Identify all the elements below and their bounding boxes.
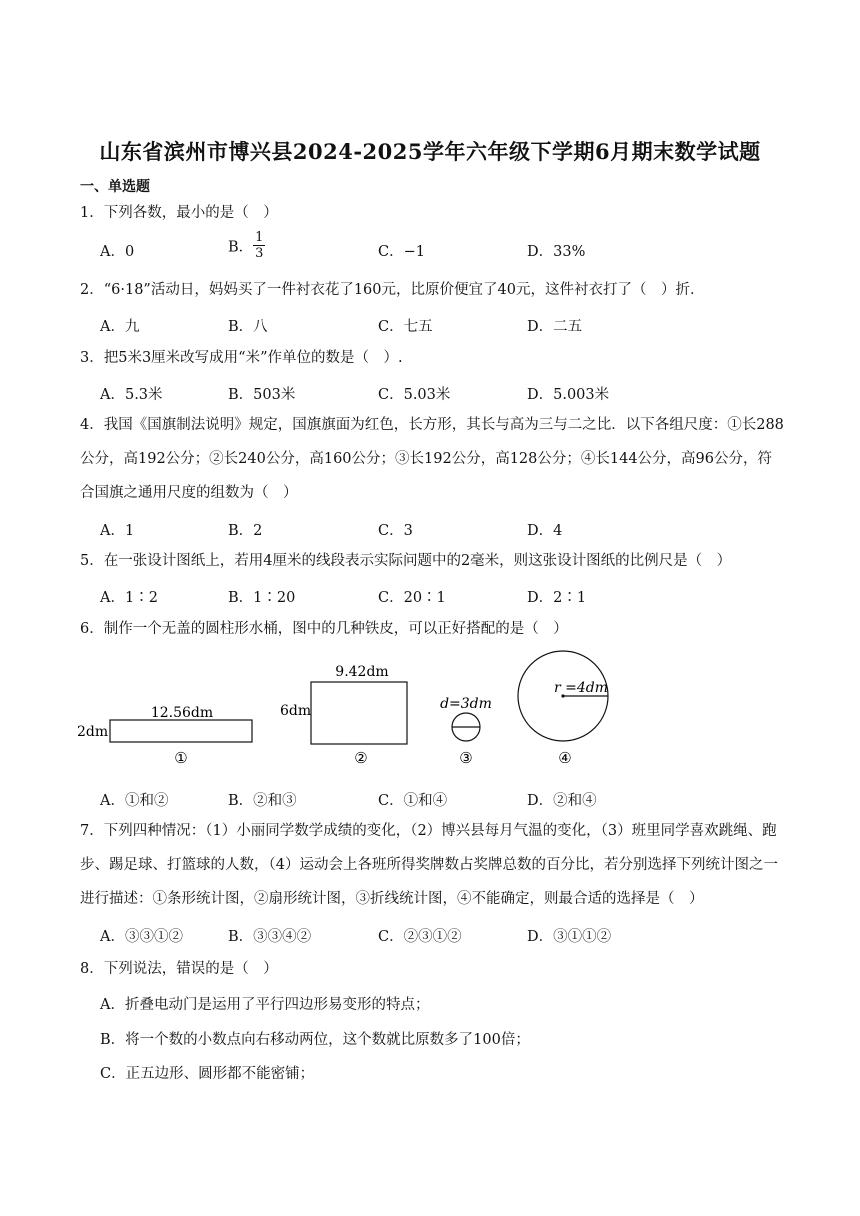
option-b: B．503米 [228, 387, 296, 403]
question-7-options [100, 925, 800, 947]
option-a: A．③③①② [100, 929, 183, 945]
option-b: B．②和③ [228, 793, 297, 809]
option-c: C．七五 [378, 319, 433, 335]
sheet-4-radius-label: r =4dm [554, 680, 609, 696]
question-4: 4．我国《国旗制法说明》规定，国旗旗面为红色，长方形，其长与高为三与二之比．以下各组尺度：①长288公分，高192公分；②长240公分，高160公分；③长192公分，高128公分；④长144公分，高96公分，符合国旗之通用尺度的组数为（ ） [80, 417, 784, 501]
question-4-options [100, 519, 800, 541]
exam-title: 山东省滨州市博兴县2024-2025学年六年级下学期6月期末数学试题 [99, 139, 761, 164]
option-c: C．−1 [378, 244, 425, 260]
option-b: B．2 [228, 523, 263, 539]
fraction-denominator: 3 [255, 246, 264, 261]
option-d: D．33% [527, 244, 586, 260]
option-a: A．①和② [100, 793, 169, 809]
option-d: D．二五 [527, 319, 583, 335]
sheet-2-length-label: 9.42dm [335, 664, 389, 680]
question-6-options [100, 789, 800, 811]
option-d: D．5.003米 [527, 387, 610, 403]
option-b: B．八 [228, 319, 268, 335]
option-a: A．1 [100, 523, 135, 539]
question-1: 1．下列各数，最小的是（ ） [80, 205, 278, 221]
question-6-figure [70, 650, 630, 775]
sheet-2-width-label: 6dm [280, 703, 312, 719]
sheet-2-tag: ② [354, 749, 368, 767]
question-5-options [100, 586, 800, 608]
option-d: D．2∶1 [527, 590, 587, 606]
question-5: 5．在一张设计图纸上，若用4厘米的线段表示实际问题中的2毫米，则这张设计图纸的比例尺是（ ） [80, 553, 732, 569]
sheet-3-tag: ③ [459, 749, 473, 767]
option-b [228, 232, 265, 263]
option-b: B．1∶20 [228, 590, 296, 606]
option-b: B．③③④② [228, 929, 312, 945]
fraction-numerator: 1 [255, 230, 264, 245]
statement-a: A．折叠电动门是运用了平行四边形易变形的特点； [100, 997, 430, 1013]
sheet-4-tag: ④ [558, 749, 572, 767]
option-c: C．②③①② [378, 929, 462, 945]
question-3-options [100, 383, 800, 405]
sheet-1-width-label: 2dm [77, 724, 109, 740]
option-c: C．5.03米 [378, 387, 451, 403]
option-c: C．①和④ [378, 793, 448, 809]
option-b-prefix: B． [228, 239, 254, 256]
sheet-2-rectangle [311, 682, 407, 744]
question-2-options [100, 315, 800, 337]
sheet-1-rectangle [110, 720, 252, 742]
option-a: A．0 [100, 244, 135, 260]
question-2: 2．“6·18”活动日，妈妈买了一件衬衣花了160元，比原价便宜了40元，这件衬衣打了（ ）折． [80, 282, 705, 298]
option-d: D．③①①② [527, 929, 612, 945]
question-3: 3．把5米3厘米改写成用“米”作单位的数是（ ）. [80, 350, 403, 366]
statement-b: B．将一个数的小数点向右移动两位，这个数就比原数多了100倍； [100, 1032, 530, 1048]
option-a: A．5.3米 [100, 387, 163, 403]
option-a: A．1∶2 [100, 590, 158, 606]
sheet-1-tag: ① [174, 749, 188, 767]
question-7: 7．下列四种情况：（1）小丽同学数学成绩的变化，（2）博兴县每月气温的变化，（3）班里同学喜欢跳绳、跑步、踢足球、打篮球的人数，（4）运动会上各班所得奖牌数占奖牌总数的百分比，若分别选择下列统计图之一进行描述：①条形统计图，②扇形统计图，③折线统计图，④不能确定，则最合适的选择是（ ） [80, 823, 778, 907]
sheet-1-length-label: 12.56dm [150, 705, 214, 721]
question-1-options [100, 230, 800, 262]
question-6: 6．制作一个无盖的圆柱形水桶，图中的几种铁皮，可以正好搭配的是（ ） [80, 621, 568, 637]
statement-c: C．正五边形、圆形都不能密铺； [100, 1066, 315, 1082]
option-c: C．20∶1 [378, 590, 446, 606]
option-a: A．九 [100, 319, 140, 335]
option-d: D．②和④ [527, 793, 597, 809]
option-c: C．3 [378, 523, 413, 539]
sheet-3-diameter-label: d=3dm [440, 696, 492, 712]
fraction-one-third [253, 230, 265, 261]
section-heading: 一、单选题 [80, 179, 150, 195]
option-d: D．4 [527, 523, 563, 539]
question-8: 8．下列说法，错误的是（ ） [80, 961, 278, 977]
